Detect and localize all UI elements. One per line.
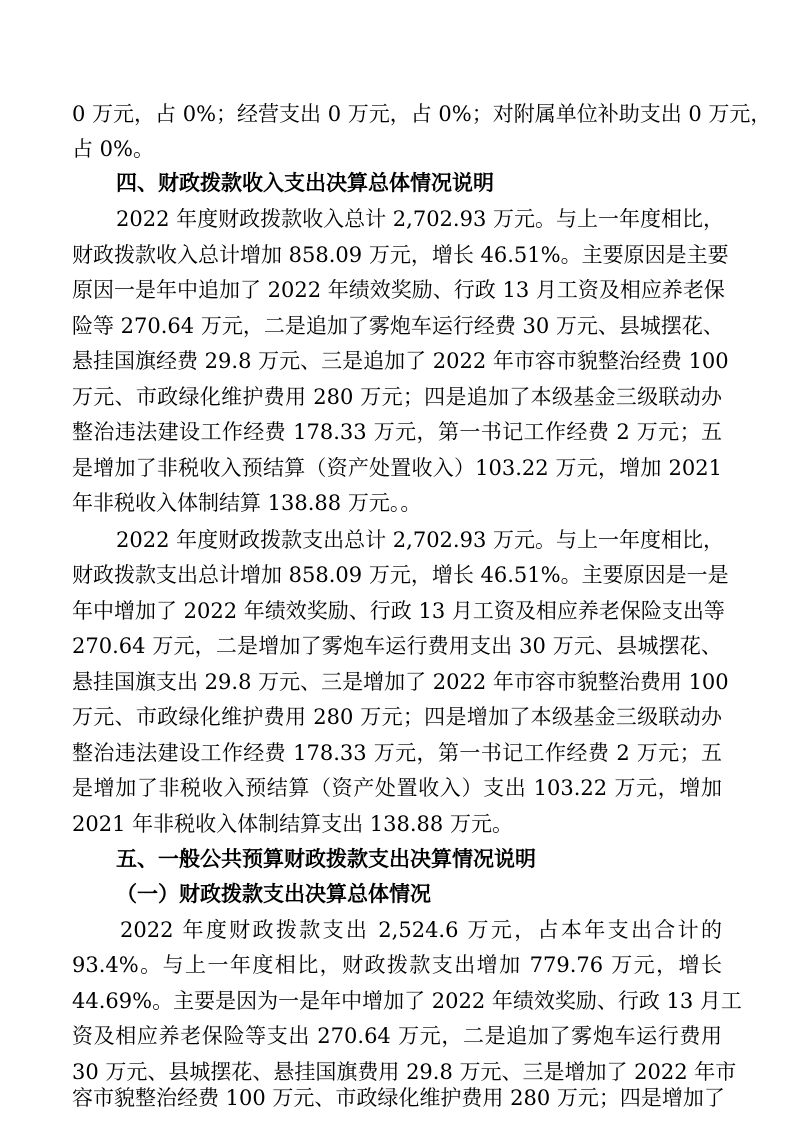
body-text-line: 悬挂国旗经费 29.8 万元、三是追加了 2022 年市容市貌整治经费 100	[72, 349, 729, 373]
body-text-line: 年中增加了 2022 年绩效奖励、行政 13 月工资及相应养老保险支出等	[72, 599, 725, 623]
body-text-line: 是增加了非税收入预结算（资产处置收入）支出 103.22 万元，增加	[72, 776, 722, 800]
body-text-line: 0 万元，占 0%；经营支出 0 万元，占 0%；对附属单位补助支出 0 万元，	[72, 102, 772, 126]
body-text-line: 万元、市政绿化维护费用 280 万元；四是追加了本级基金三级联动办	[72, 385, 722, 409]
body-text-line: 占 0%。	[72, 137, 154, 161]
section-heading: 四、财政拨款收入支出决算总体情况说明	[116, 171, 494, 195]
body-text-line: 2021 年非税收入体制结算支出 138.88 万元。	[72, 812, 513, 836]
body-text-line: 整治违法建设工作经费 178.33 万元，第一书记工作经费 2 万元；五	[72, 741, 722, 765]
body-text-line: 整治违法建设工作经费 178.33 万元，第一书记工作经费 2 万元；五	[72, 420, 722, 444]
section-heading: 五、一般公共预算财政拨款支出决算情况说明	[116, 847, 536, 871]
body-text-line: 44.69%。主要是因为一是年中增加了 2022 年绩效奖励、行政 13 月工	[72, 989, 742, 1013]
body-text-line: 险等 270.64 万元，二是追加了雾炮车运行经费 30 万元、县城摆花、	[72, 314, 724, 338]
body-text-line: 2022 年度财政拨款支出 2,524.6 万元，占本年支出合计的	[120, 918, 722, 942]
body-text-line: 原因一是年中追加了 2022 年绩效奖励、行政 13 月工资及相应养老保	[72, 278, 725, 302]
body-text-line: 万元、市政绿化维护费用 280 万元；四是增加了本级基金三级联动办	[72, 705, 722, 729]
body-text-line: 2022 年度财政拨款支出总计 2,702.93 万元。与上一年度相比，	[116, 528, 724, 552]
body-text-line: 年非税收入体制结算 138.88 万元。。	[72, 491, 422, 515]
body-text-line: 资及相应养老保险等支出 270.64 万元，二是追加了雾炮车运行费用	[72, 1024, 722, 1048]
body-text-line: 是增加了非税收入预结算（资产处置收入）103.22 万元，增加 2021	[72, 456, 722, 480]
body-text-line: 财政拨款支出总计增加 858.09 万元，增长 46.51%。主要原因是一是	[72, 563, 729, 587]
subsection-heading: （一）财政拨款支出决算总体情况	[116, 882, 431, 906]
body-text-line: 270.64 万元，二是增加了雾炮车运行费用支出 30 万元、县城摆花、	[72, 634, 722, 658]
body-text-line: 悬挂国旗支出 29.8 万元、三是增加了 2022 年市容市貌整治费用 100	[72, 670, 729, 694]
body-text-line: 2022 年度财政拨款收入总计 2,702.93 万元。与上一年度相比，	[116, 207, 724, 231]
body-text-line: 30 万元、县城摆花、悬挂国旗费用 29.8 万元、三是增加了 2022 年市	[72, 1060, 737, 1084]
body-text-line: 93.4%。与上一年度相比，财政拨款支出增加 779.76 万元，增长	[72, 953, 722, 977]
body-text-line: 容市貌整治经费 100 万元、市政绿化维护费用 280 万元；四是增加了	[72, 1086, 725, 1110]
body-text-line: 财政拨款收入总计增加 858.09 万元，增长 46.51%。主要原因是主要	[72, 243, 729, 267]
